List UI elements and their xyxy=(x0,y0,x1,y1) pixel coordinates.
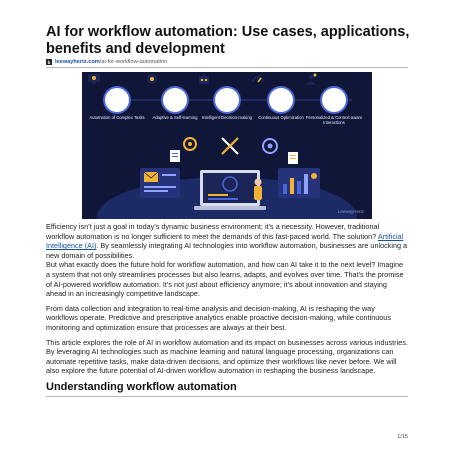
paragraph-3: From data collection and integration to real-time analysis and decision-making, AI is reshaping the way workflows operate. Predictive and prescriptive analytics enable proactive decision-making, while continuous monitoring and optimization ensure that processes are always at their best. xyxy=(46,303,391,332)
paragraph-1-text-a: Efficiency isn’t just a goal in today’s dynamic business environment; it’s a necessity. However, traditional workflow automation is no longer sufficient to meet the demands of this fast-paced world. The solution? xyxy=(46,222,380,241)
section-heading: Understanding workflow automation xyxy=(46,381,408,397)
source-url[interactable] xyxy=(55,59,167,65)
site-favicon-icon: b xyxy=(47,59,51,65)
hero-feature-3 xyxy=(197,72,257,120)
hero-feature-label: Intelligent Decision-making xyxy=(201,115,253,120)
hero-feature-label: Adaptive & Self-learning xyxy=(152,115,198,120)
laptop-bar-1 xyxy=(208,194,228,196)
speedometer-icon xyxy=(269,88,293,112)
hero-feature-5 xyxy=(304,72,364,125)
paragraph-2: But what exactly does the future hold for workflow automation, and how can AI take it to the next level? Imagine a system that not only streamlines processes but also learns, adapts, and evolves over time. That’s the promise of AI-powered workflow automation. It’s not just about efficiency anymore; it’s about innovation and staying ahead in an increasingly competitive landscape. xyxy=(46,260,404,299)
brain-gear-icon xyxy=(163,88,187,112)
article-body xyxy=(46,222,408,397)
source-path: /ai-for-workflow-automation xyxy=(99,59,168,65)
person-gear-icon xyxy=(322,88,346,112)
paragraph-1-text-b: . By seamlessly integrating AI technologies into workflow automation, businesses are unlocking a new domain of possibilities. xyxy=(46,241,408,260)
hero-feature-4 xyxy=(251,72,311,120)
paragraph-1 xyxy=(46,222,408,299)
page-title: AI for workflow automation: Use cases, applications, benefits and development xyxy=(46,24,410,57)
source-bar xyxy=(46,59,408,68)
hero-brand-watermark: LeewayHertz xyxy=(337,209,364,214)
hero-feature-1 xyxy=(87,72,147,120)
hero-feature-label: Continuous Optimization xyxy=(258,115,304,120)
paragraph-4: This article explores the role of AI in workflow automation and its impact on businesses across various industries. By leveraging AI technologies such as machine learning and natural language processing, organizations can automate repetitive tasks, make data-driven decisions, and optimize their workflows like never before. We will also explore the future potential of AI-driven workflow automation in reshaping the business landscape. xyxy=(46,337,408,376)
hero-feature-2 xyxy=(145,72,205,120)
person-figure xyxy=(255,179,262,186)
ai-link[interactable]: Artificial Intelligence (AI) xyxy=(46,231,404,251)
page-number: 1/15 xyxy=(397,434,408,440)
hero-feature-label: Automation of Complex Tasks xyxy=(89,115,145,120)
source-domain: leewayhertz.com xyxy=(55,59,100,65)
laptop-base xyxy=(194,206,266,210)
monitor-gear-icon xyxy=(105,88,129,112)
hero-illustration xyxy=(82,72,372,219)
hero-feature-label: Personalized & Context-aware Interactions xyxy=(305,115,363,125)
laptop-bar-2 xyxy=(208,198,238,200)
robot-head-icon xyxy=(215,88,239,112)
